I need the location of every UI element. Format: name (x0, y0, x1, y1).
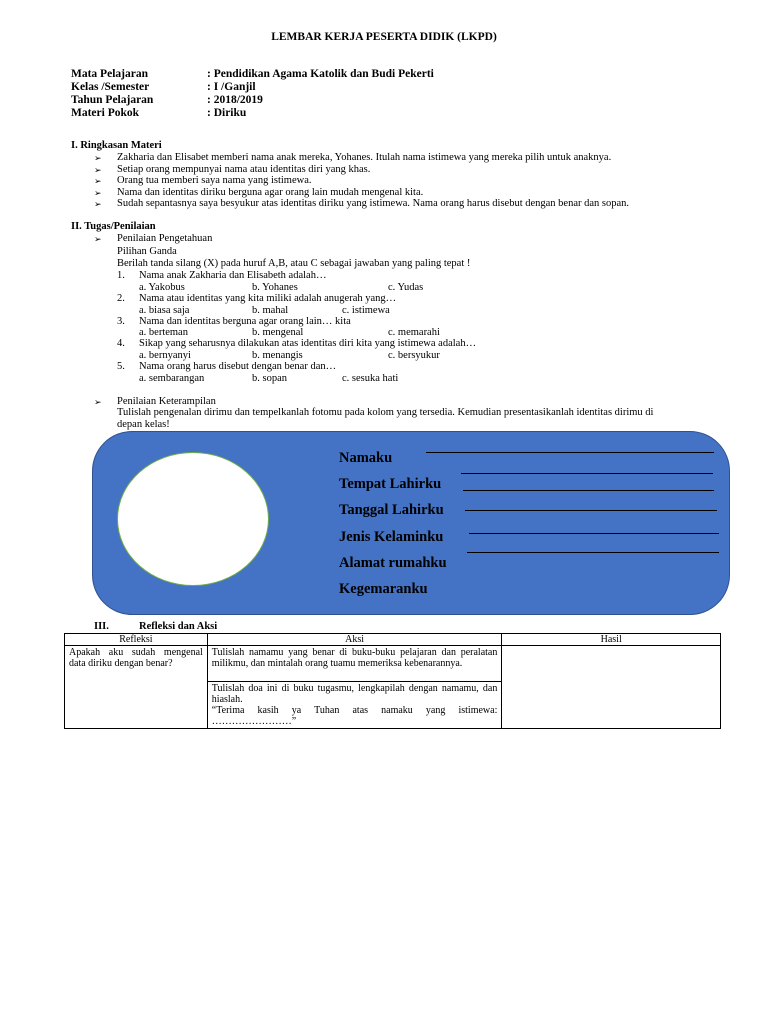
option-b: b. mahal (252, 305, 289, 316)
summary-bullet: Orang tua memberi saya nama yang istimewa. (117, 175, 312, 186)
option-c: c. Yudas (388, 282, 424, 293)
field-label-hobby: Kegemaranku (339, 581, 428, 597)
question-text: Nama orang harus disebut dengan benar dan… (139, 361, 337, 372)
knowledge-assessment-label: Penilaian Pengetahuan (117, 233, 213, 244)
section-2-heading: II. Tugas/Penilaian (71, 221, 156, 232)
section-3-number: III. (94, 621, 109, 632)
question-text: Nama atau identitas yang kita miliki adalah anugerah yang… (139, 293, 397, 304)
result-cell[interactable] (502, 646, 721, 729)
option-b: b. sopan (252, 373, 287, 384)
option-b: b. mengenal (252, 327, 304, 338)
bullet-arrow-icon: ➢ (94, 176, 102, 186)
col-header-reflection: Refleksi (65, 634, 208, 646)
option-c: c. memarahi (388, 327, 440, 338)
field-label-birthdate: Tanggal Lahirku (339, 502, 444, 518)
question-text: Nama anak Zakharia dan Elisabeth adalah… (139, 270, 327, 281)
field-label-gender: Jenis Kelaminku (339, 529, 444, 545)
option-a: a. biasa saja (139, 305, 190, 316)
photo-placeholder[interactable] (117, 452, 269, 586)
skill-instruction: Tulislah pengenalan dirimu dan tempelkanlah fotomu pada kolom yang tersedia. Kemudian presentasikanlah identitas dirimu di (117, 407, 654, 418)
skill-instruction-cont: depan kelas! (117, 419, 170, 430)
reflection-table (64, 633, 721, 729)
info-label-year: Tahun Pelajaran (71, 94, 154, 106)
field-label-birthplace: Tempat Lahirku (339, 476, 442, 492)
info-label-subject: Mata Pelajaran (71, 68, 148, 80)
bullet-arrow-icon: ➢ (94, 153, 102, 163)
option-a: a. Yakobus (139, 282, 185, 293)
question-number: 4. (117, 338, 125, 349)
birthplace-line[interactable] (461, 473, 713, 474)
option-a: a. sembarangan (139, 373, 205, 384)
question-text: Nama dan identitas berguna agar orang lain… kita (139, 316, 351, 327)
option-c: c. istimewa (342, 305, 390, 316)
question-number: 5. (117, 361, 125, 372)
section-1-heading: I. Ringkasan Materi (71, 140, 162, 151)
question-number: 2. (117, 293, 125, 304)
option-b: b. Yohanes (252, 282, 298, 293)
reflection-cell: Apakah aku sudah mengenal data diriku dengan benar? (65, 646, 208, 729)
option-a: a. bernyanyi (139, 350, 191, 361)
summary-bullet: Sudah sepantasnya saya besyukur atas identitas diriku yang istimewa. Nama orang harus disebut dengan benar dan sopan. (117, 198, 630, 209)
document-title: LEMBAR KERJA PESERTA DIDIK (LKPD) (271, 31, 497, 43)
info-label-class: Kelas /Semester (71, 81, 150, 93)
field-label-name: Namaku (339, 450, 393, 466)
bullet-arrow-icon: ➢ (94, 199, 102, 209)
option-c: c. bersyukur (388, 350, 440, 361)
birthplace-line-2[interactable] (463, 490, 714, 491)
name-line[interactable] (426, 452, 714, 453)
gender-line[interactable] (469, 533, 719, 534)
action-cell-1: Tulislah namamu yang benar di buku-buku pelajaran dan peralatan milikmu, dan mintalah orang tuamu memeriksa kebenarannya. (207, 646, 502, 682)
action-prayer-instruction: Tulislah doa ini di buku tugasmu, lengkapilah dengan namamu, dan hiaslah. (211, 683, 498, 705)
info-label-topic: Materi Pokok (71, 107, 140, 119)
option-a: a. berteman (139, 327, 188, 338)
info-value-subject: : Pendidikan Agama Katolik dan Budi Pekerti (207, 68, 434, 80)
question-instruction: Berilah tanda silang (X) pada huruf A,B, atau C sebagai jawaban yang paling tepat ! (117, 258, 471, 269)
table-header-row (65, 634, 721, 646)
option-b: b. menangis (252, 350, 303, 361)
col-header-action: Aksi (207, 634, 502, 646)
info-value-class: : I /Ganjil (207, 81, 256, 93)
birthdate-line[interactable] (465, 510, 717, 511)
option-c: c. sesuka hati (342, 373, 399, 384)
section-3-heading: Refleksi dan Aksi (139, 621, 218, 632)
col-header-result: Hasil (502, 634, 721, 646)
action-cell-2 (207, 682, 502, 729)
field-label-address: Alamat rumahku (339, 555, 447, 571)
action-prayer-text: “Terima kasih ya Tuhan atas namaku yang istimewa: ……………………” (211, 705, 498, 727)
address-line[interactable] (467, 552, 719, 553)
question-type: Pilihan Ganda (117, 246, 177, 257)
summary-bullet: Setiap orang mempunyai nama atau identitas diri yang khas. (117, 164, 371, 175)
bullet-arrow-icon: ➢ (94, 165, 102, 175)
info-value-year: : 2018/2019 (207, 94, 263, 106)
question-number: 3. (117, 316, 125, 327)
summary-bullet: Zakharia dan Elisabet memberi nama anak mereka, Yohanes. Itulah nama istimewa yang mereka pilih untuk anaknya. (117, 152, 612, 163)
bullet-arrow-icon: ➢ (94, 234, 102, 244)
summary-bullet: Nama dan identitas diriku berguna agar orang lain mudah mengenal kita. (117, 187, 424, 198)
info-value-topic: : Diriku (207, 107, 247, 119)
bullet-arrow-icon: ➢ (94, 188, 102, 198)
skill-assessment-label: Penilaian Keterampilan (117, 396, 216, 407)
table-row (65, 646, 721, 682)
question-number: 1. (117, 270, 125, 281)
bullet-arrow-icon: ➢ (94, 397, 102, 407)
question-text: Sikap yang seharusnya dilakukan atas identitas diri kita yang istimewa adalah… (139, 338, 477, 349)
